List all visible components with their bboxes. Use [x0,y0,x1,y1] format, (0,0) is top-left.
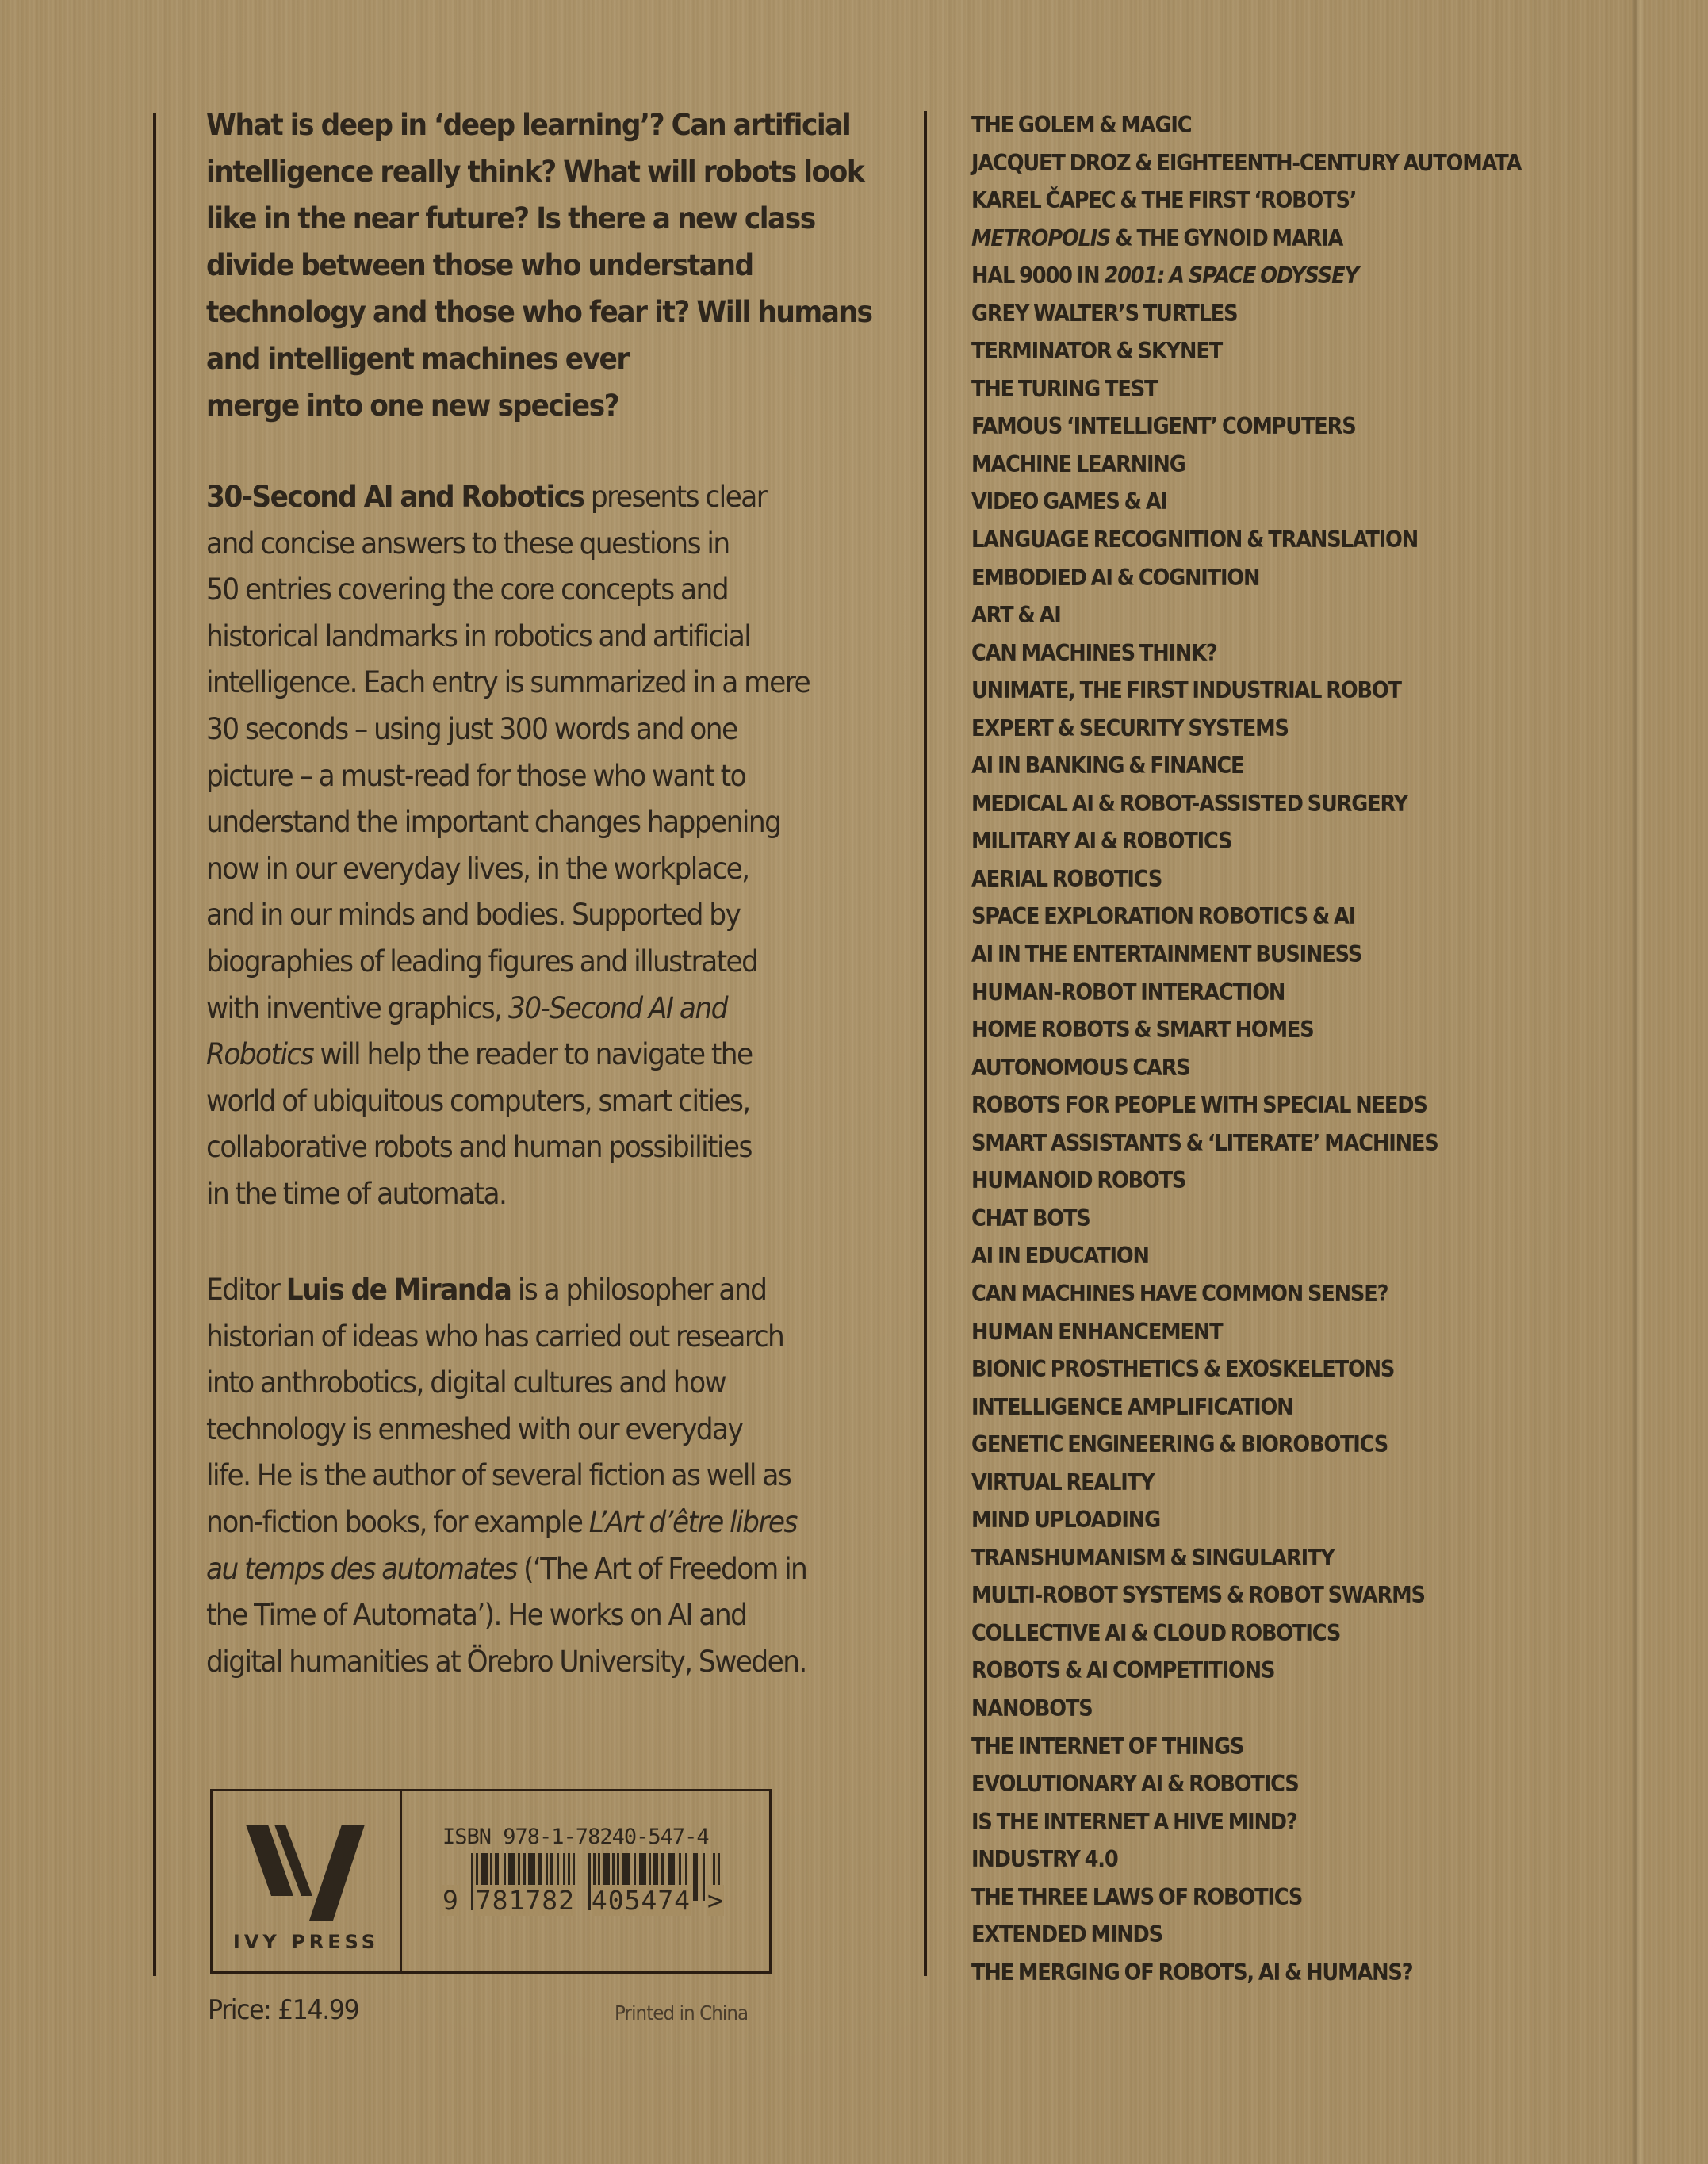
ivy-press-logo-icon [246,1825,365,1924]
contents-item: THE MERGING OF ROBOTS, AI & HUMANS? [971,1959,1413,1986]
intro-line: divide between those who understand [206,248,753,282]
bio-text: Editor [206,1273,286,1307]
description-text: with inventive graphics, [206,990,508,1025]
description-line: picture – a must-read for those who want to [206,758,746,793]
contents-item-text: & THE GYNOID MARIA [1110,224,1343,251]
description-line: and in our minds and bodies. Supported by [206,898,741,933]
contents-item: MEDICAL AI & ROBOT-ASSISTED SURGERY [971,790,1408,817]
description-line: 30 seconds – using just 300 words and one [206,711,737,746]
contents-item: HUMAN ENHANCEMENT [971,1318,1223,1345]
contents-item: BIONIC PROSTHETICS & EXOSKELETONS [971,1356,1395,1383]
contents-item: TERMINATOR & SKYNET [971,338,1223,365]
film-title-italic: 2001: A SPACE ODYSSEY [1104,262,1358,289]
contents-item: IS THE INTERNET A HIVE MIND? [971,1808,1297,1835]
bio-line: the Time of Automata’). He works on AI and [206,1598,747,1633]
contents-item: EMBODIED AI & COGNITION [971,564,1260,591]
intro-line: like in the near future? Is there a new class [206,201,815,236]
contents-item-text: HAL 9000 IN [971,262,1105,289]
publisher-logo-cell [213,1791,402,1971]
book-description [206,474,896,1218]
description-line: historical landmarks in robotics and artificial [206,619,751,653]
contents-item: MILITARY AI & ROBOTICS [971,828,1232,855]
contents-item: EXTENDED MINDS [971,1921,1162,1948]
bio-line: historian of ideas who has carried out research [206,1319,784,1354]
contents-item: JACQUET DROZ & EIGHTEENTH-CENTURY AUTOMATA [971,149,1522,176]
contents-item: MULTI-ROBOT SYSTEMS & ROBOT SWARMS [971,1582,1425,1609]
contents-item: ART & AI [971,602,1061,629]
contents-item: AI IN EDUCATION [971,1243,1149,1270]
editor-name: Luis de Miranda [285,1273,511,1307]
contents-item: THE INTERNET OF THINGS [971,1733,1244,1760]
bio-text: non-fiction books, for example [206,1504,589,1539]
contents-item: COLLECTIVE AI & CLOUD ROBOTICS [971,1619,1341,1646]
contents-item: ROBOTS FOR PEOPLE WITH SPECIAL NEEDS [971,1092,1427,1119]
contents-item: AI IN BANKING & FINANCE [971,753,1244,779]
contents-item: FAMOUS ‘INTELLIGENT’ COMPUTERS [971,413,1356,440]
bio-line [206,1546,896,1593]
book-title-italic: Robotics [206,1037,314,1072]
contents-item: VIRTUAL REALITY [971,1469,1155,1496]
editor-book-title: L’Art d’être libres [588,1504,797,1539]
description-line: 50 entries covering the core concepts and [206,573,729,607]
contents-item: THE THREE LAWS OF ROBOTICS [971,1883,1303,1910]
intro-line: intelligence really think? What will robots look [206,155,864,189]
contents-item [971,257,1521,295]
barcode-left-group: 781782 [475,1885,575,1916]
book-title-italic: 30-Second AI and [507,990,727,1025]
bio-line: digital humanities at Örebro University, Sweden. [206,1644,806,1679]
contents-item: INDUSTRY 4.0 [971,1846,1118,1873]
description-line: now in our everyday lives, in the workplace, [206,851,749,886]
contents-list [971,106,1582,1991]
column-divider-rule [924,111,927,1976]
book-title-bold: 30-Second AI and Robotics [206,480,584,514]
description-line: understand the important changes happening [206,805,781,840]
bio-text: (‘The Art of Freedom in [516,1551,807,1586]
imprint-box [210,1789,772,1974]
contents-item: NANOBOTS [971,1695,1093,1722]
contents-item: VIDEO GAMES & AI [971,488,1167,515]
description-line: world of ubiquitous computers, smart cities, [206,1083,750,1118]
intro-line: merge into one new species? [206,389,619,423]
left-margin-rule [153,113,156,1976]
bio-line [206,1499,896,1546]
description-text: will help the reader to navigate the [313,1037,753,1072]
film-title-italic: METROPOLIS [971,224,1111,251]
publisher-name: IVY PRESS [232,1931,380,1953]
contents-item: KAREL ČAPEC & THE FIRST ‘ROBOTS’ [971,187,1357,214]
contents-item: ROBOTS & AI COMPETITIONS [971,1657,1275,1684]
isbn-label: ISBN 978-1-78240-547-4 [442,1825,709,1849]
contents-item: GENETIC ENGINEERING & BIOROBOTICS [971,1431,1388,1458]
contents-item: AI IN THE ENTERTAINMENT BUSINESS [971,941,1362,968]
barcode-right-group: 405474 [591,1885,691,1916]
description-line: intelligence. Each entry is summarized in a mere [206,665,810,700]
editor-bio [206,1267,896,1685]
barcode-number [442,1885,724,1916]
contents-item: INTELLIGENCE AMPLIFICATION [971,1393,1293,1420]
contents-item: SPACE EXPLORATION ROBOTICS & AI [971,903,1356,930]
contents-item: THE TURING TEST [971,375,1158,402]
contents-item: MACHINE LEARNING [971,450,1185,477]
price-label: Price: £14.99 [208,1994,359,2026]
contents-item: HUMAN-ROBOT INTERACTION [971,979,1285,1005]
contents-item: HUMANOID ROBOTS [971,1167,1186,1194]
contents-item: MIND UPLOADING [971,1507,1160,1534]
intro-line: What is deep in ‘deep learning’? Can artificial [206,108,851,142]
barcode-cell [402,1791,769,1971]
contents-item: TRANSHUMANISM & SINGULARITY [971,1544,1335,1571]
intro-questions [206,101,896,429]
bio-line: life. He is the author of several fiction as well as [206,1458,791,1493]
contents-item: LANGUAGE RECOGNITION & TRANSLATION [971,527,1419,553]
contents-item: CAN MACHINES THINK? [971,639,1217,666]
contents-item: GREY WALTER’S TURTLES [971,300,1238,327]
description-line [206,986,896,1032]
bio-text: is a philosopher and [511,1273,767,1307]
editor-book-title: au temps des automates [206,1551,517,1586]
description-line: and concise answers to these questions in [206,526,730,561]
description-line: collaborative robots and human possibilities [206,1130,752,1165]
description-line [206,474,896,521]
description-line: biographies of leading figures and illustrated [206,944,758,979]
contents-item: CAN MACHINES HAVE COMMON SENSE? [971,1280,1388,1307]
contents-item: UNIMATE, THE FIRST INDUSTRIAL ROBOT [971,677,1401,704]
description-line [206,1032,896,1078]
intro-line: technology and those who fear it? Will humans [206,295,872,329]
contents-item: AERIAL ROBOTICS [971,865,1162,892]
contents-item [971,220,1521,258]
contents-item: EXPERT & SECURITY SYSTEMS [971,714,1289,741]
description-text: presents clear [584,480,767,514]
description-line: in the time of automata. [206,1176,507,1211]
bio-line: technology is enmeshed with our everyday [206,1411,743,1446]
barcode-quiet-zone-mark: > [707,1885,724,1916]
contents-item: HOME ROBOTS & SMART HOMES [971,1017,1314,1044]
contents-item: SMART ASSISTANTS & ‘LITERATE’ MACHINES [971,1129,1438,1156]
bio-line: into anthrobotics, digital cultures and how [206,1365,726,1400]
bio-line [206,1267,896,1314]
spine-crease [1632,0,1645,2164]
contents-item: CHAT BOTS [971,1205,1090,1231]
contents-item: EVOLUTIONARY AI & ROBOTICS [971,1771,1299,1798]
contents-item: AUTONOMOUS CARS [971,1054,1190,1081]
intro-line: and intelligent machines ever [206,342,629,376]
contents-item: THE GOLEM & MAGIC [971,112,1192,138]
barcode-lead-digit: 9 [442,1885,459,1916]
printed-in-label: Printed in China [615,2001,749,2024]
